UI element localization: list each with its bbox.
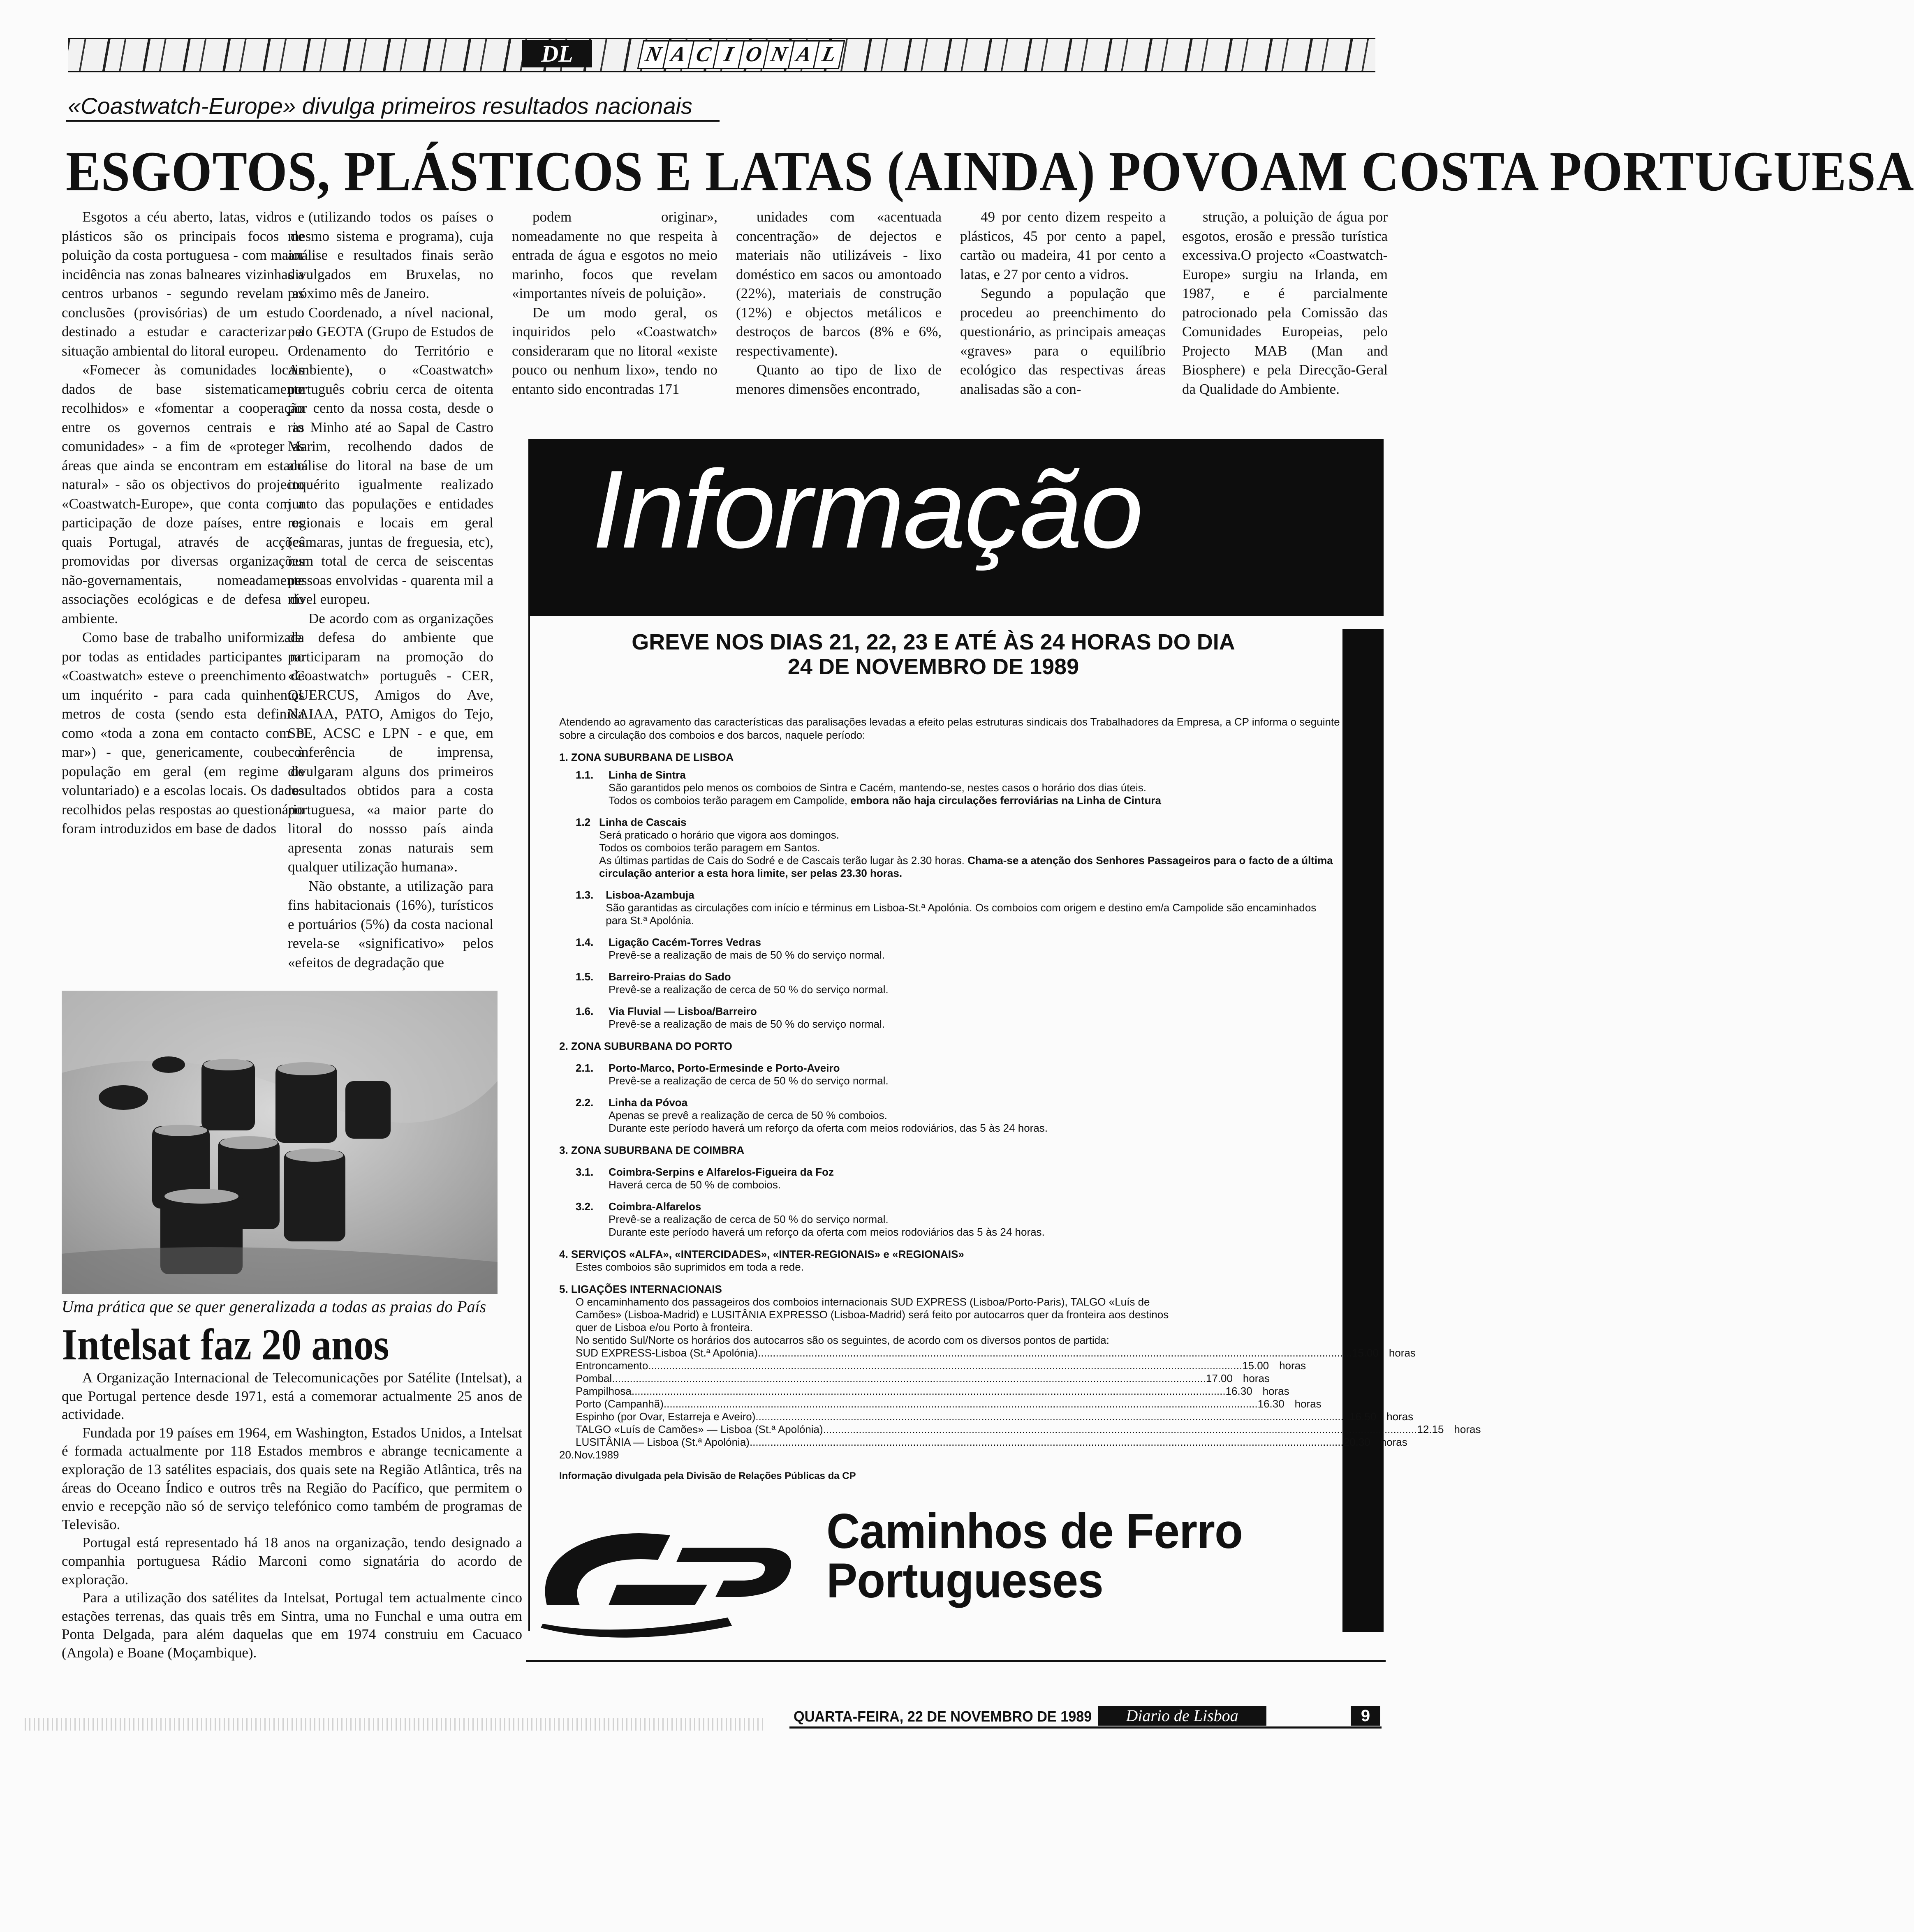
timetable-time: 17.00 <box>1206 1372 1233 1384</box>
timetable-row <box>576 1372 1270 1385</box>
paragraph: Como base de trabalho uniformizada por todas as entidades participantes no «Coastwatch» esteve o preenchimento de um inquérito - para cada quinhentos metros de costa (sendo esta definida como «toda a zona em contacto com o mar») - que, genericamente, coube à população em geral (em regime de voluntariado) e a escolas locais. Os dados recolhidos pelas respostas ao questionário foram introduzidos em base de dados <box>62 629 304 837</box>
timetable-row <box>576 1398 1322 1410</box>
timetable-unit: horas <box>1454 1423 1481 1435</box>
paragraph: Fundada por 19 países em 1964, em Washington, Estados Unidos, a Intelsat é formada actualmente por 118 Estados membros e abrange tecnicamente a exploração de 13 satélites espaciais, dos quais sete na Região Atlântica, três na áreas do Oceano Índico e outros três na Região do Pacífico, que permitem o envio e recepção não só de serviço telefónico como também de programas de Televisão. <box>62 1424 522 1532</box>
item-text: Haverá cerca de 50 % de comboios. <box>609 1179 781 1191</box>
item-title: Coimbra-Alfarelos <box>609 1200 701 1213</box>
section-label <box>641 40 842 69</box>
timetable-unit: horas <box>1243 1372 1270 1384</box>
article-column-6 <box>1182 208 1388 399</box>
print-bleed-noise <box>25 1718 765 1731</box>
service-item <box>576 889 1340 927</box>
zone-heading: 1. ZONA SUBURBANA DE LISBOA <box>559 751 734 763</box>
item-number: 1.5. <box>576 971 594 983</box>
paragraph: Coordenado, a nível nacional, pelo GEOTA (Grupo de Estudos de Ordenamento do Território e Ambiente), o «Coastwatch» português cobriu cerca de oitenta por cento da nossa costa, desde o rio Minho até ao Sapal de Castro Marim, recolhendo dados de análise do litoral na base de um inquérito igualmente realizado junto das populações e entidades regionais e locais em geral (câmaras, juntas de freguesia, etc), num total de cerca de seiscentas pessoas envolvidas - quarenta mil a nível europeu. <box>288 304 493 607</box>
leader-dots: ........................................................................................................................................................................................................ <box>755 1410 1350 1423</box>
paragraph: unidades com «acentuada concentração» de dejectos e materiais não utilizáveis - lixo doméstico em sacos ou amontoado (22%), materiais de construção (12%) e objectos metálicos e destroços de barcos (8% e 6%, respectivamente). <box>736 209 942 359</box>
service-item <box>576 1062 1340 1087</box>
item-text: Prevê-se a realização de cerca de 50 % do serviço normal. <box>609 1075 889 1087</box>
item-number: 1.3. <box>576 889 594 901</box>
zone-heading: 4. SERVIÇOS «ALFA», «INTERCIDADES», «INTER-REGIONAIS» e «REGIONAIS» <box>559 1248 964 1260</box>
timetable-time: 12.15 <box>1417 1423 1444 1435</box>
section-letter: A <box>788 40 820 69</box>
item-text: As últimas partidas de Cais do Sodré e de Cascais terão lugar às 2.30 horas. Chama-se a atenção dos Senhores Passageiros para o facto de a última circulação anterior a esta hora limite, ser pelas 23.30 horas. <box>599 854 1333 879</box>
dl-logo: DL <box>522 40 592 67</box>
paragraph: «Fomecer às comunidades locais dados de base sistematicamente recolhidos» e «fomentar a cooperação entre os governos centrais e as comunidades» - a fim de «proteger as áreas que ainda se encontram em estado natural» - são os objectivos do projecto «Coastwatch-Europe», que conta com a participação de doze países, entre os quais Portugal, através de acções promovidas por diversas organizações não-governamentais, nomeadamente associações ecológicas e de defesa do ambiente. <box>62 362 304 626</box>
timetable-place: SUD EXPRESS-Lisboa (St.ª Apolónia) <box>576 1347 758 1359</box>
section-letter: C <box>687 40 720 69</box>
item-title: Linha de Sintra <box>609 769 686 781</box>
ad-heading <box>543 630 1324 679</box>
zone-heading: 3. ZONA SUBURBANA DE COIMBRA <box>559 1144 745 1156</box>
timetable-time: 15.00 <box>1352 1347 1379 1359</box>
kicker-underline <box>66 120 720 122</box>
company-name <box>826 1504 1243 1608</box>
paragraph: Quanto ao tipo de lixo de menores dimensões encontrado, <box>736 362 942 397</box>
item-number: 3.1. <box>576 1166 594 1178</box>
notice-date: 20.Nov.1989 <box>559 1449 619 1461</box>
leader-dots: ........................................................................................................................................................................................................ <box>663 1398 1258 1410</box>
timetable-place: Pampilhosa <box>576 1385 632 1397</box>
timetable-row <box>576 1423 1481 1436</box>
service-item <box>576 1096 1340 1135</box>
article-headline: ESGOTOS, PLÁSTICOS E LATAS (AINDA) POVOAM COSTA PORTUGUESA <box>66 140 1914 203</box>
item-text: São garantidos pelo menos os comboios de Sintra e Cacém, mantendo-se, nestes casos o horário dos dias úteis. <box>609 781 1146 794</box>
ad-side-bar <box>1342 629 1384 1632</box>
item-text: Será praticado o horário que vigora aos domingos. <box>599 829 839 841</box>
timetable-place: TALGO «Luís de Camões» — Lisboa (St.ª Apolónia) <box>576 1423 823 1435</box>
article-column-1 <box>62 208 304 839</box>
item-number: 1.4. <box>576 936 594 948</box>
company-name-line: Portugueses <box>826 1553 1103 1608</box>
paragraph: podem originar», nomeadamente no que respeita à entrada de água e esgotos no meio marinho, focos que revelam «importantes níveis de poluição». <box>512 209 717 301</box>
item-text: Todos os comboios terão paragem em Santos. <box>599 841 820 854</box>
ad-intro: Atendendo ao agravamento das características das paralisações levadas a efeito pelas estruturas sindicais dos Trabalhadores da Empresa, a CP informa o seguinte sobre a circulação dos comboios e dos barcos, naquele período: <box>559 716 1340 741</box>
bus-timetable <box>576 1347 1481 1449</box>
paragraph: Não obstante, a utilização para fins habitacionais (16%), turísticos e portuários (5%) da costa nacional revela-se «significativo» pelos «efeitos de degradação que <box>288 878 493 971</box>
item-title: Porto-Marco, Porto-Ermesinde e Porto-Aveiro <box>609 1062 840 1074</box>
ad-body <box>559 715 1481 1483</box>
timetable-row <box>576 1359 1306 1372</box>
page-number: 9 <box>1351 1706 1380 1726</box>
article-column-2 <box>288 208 493 972</box>
timetable-place: Entroncamento <box>576 1359 648 1372</box>
timetable-unit: horas <box>1279 1359 1306 1372</box>
timetable-unit: horas <box>1262 1385 1289 1397</box>
section-letter: O <box>738 40 770 69</box>
paragraph: strução, a poluição de água por esgotos, erosão e pressão turística excessiva.O projecto «Coastwatch-Europe» surgiu na Irlanda, em 1987, e é parcialmente patrocionado pela Comissão das Comunidades Europeias, pelo Projecto MAB (Man and Biosphere) e pela Direcção-Geral da Qualidade do Ambiente. <box>1182 209 1388 397</box>
photo-caption: Uma prática que se quer generalizada a todas as praias do País <box>62 1297 486 1316</box>
section-letter: I <box>713 40 745 69</box>
paragraph: Segundo a população que procedeu ao preenchimento do questionário, as principais ameaças «graves» para o equilíbrio ecológico das respectivas áreas analisadas são a con- <box>960 285 1166 397</box>
intelsat-body <box>62 1369 522 1662</box>
ad-heading-line: 24 DE NOVEMBRO DE 1989 <box>787 654 1079 679</box>
paragraph: Portugal está representado há 18 anos na organização, tendo designado a companhia portuguesa Rádio Marconi como signatária do acordo de exploração. <box>62 1535 522 1588</box>
item-text: São garantidas as circulações com início e términus em Lisboa-St.ª Apolónia. Os comboios com origem e destino em/a Campolide são encaminhados para St.ª Apolónia. <box>606 901 1317 927</box>
paragraph: Para a utilização dos satélites da Intelsat, Portugal tem actualmente cinco estações terrenas, das quais três em Sintra, uma no Funchal e uma outra em Ponta Delgada, para além daquelas que em 1974 construiu em Cacuaco (Angola) e Boane (Moçambique). <box>62 1590 522 1661</box>
timetable-row <box>576 1385 1289 1398</box>
timetable-time: 16.50 <box>1349 1410 1377 1423</box>
item-text: No sentido Sul/Norte os horários dos autocarros são os seguintes, de acordo com os diversos pontos de partida: <box>576 1334 1109 1346</box>
article-column-3 <box>512 208 717 399</box>
item-text: Apenas se prevê a realização de cerca de 50 % comboios. <box>609 1109 887 1121</box>
paragraph: De acordo com as organizações de defesa do ambiente que participaram na promoção do «Coastwatch» português - CER, QUERCUS, Amigos do Ave, NAIAA, PATO, Amigos do Tejo, SPE, ACSC e LPN - e que, em conferência de imprensa, divulgaram alguns dos primeiros resultados obtidos para a costa portuguesa, «a maior parte do litoral do nossso país ainda apresenta zonas naturais sem qualquer utilização humana». <box>288 610 493 875</box>
item-title: Barreiro-Praias do Sado <box>609 971 731 983</box>
leader-dots: ........................................................................................................................................................................................................ <box>823 1423 1417 1435</box>
zone-heading: 2. ZONA SUBURBANA DO PORTO <box>559 1040 732 1052</box>
service-item <box>576 936 1340 961</box>
timetable-unit: horas <box>1386 1410 1414 1423</box>
leader-dots: ........................................................................................................................................................................................................ <box>749 1436 1344 1448</box>
timetable-row <box>576 1436 1407 1449</box>
intelsat-headline: Intelsat faz 20 anos <box>62 1320 389 1369</box>
item-number: 1.2 <box>576 816 591 828</box>
item-text: Estes comboios são suprimidos em toda a rede. <box>576 1261 804 1273</box>
item-text: Prevê-se a realização de mais de 50 % do serviço normal. <box>609 949 885 961</box>
item-title: Ligação Cacém-Torres Vedras <box>609 936 761 948</box>
company-name-line: Caminhos de Ferro <box>826 1504 1243 1559</box>
timetable-unit: horas <box>1294 1398 1322 1410</box>
item-text: O encaminhamento dos passageiros dos comboios internacionais SUD EXPRESS (Lisboa/Porto-Paris), TALGO «Luís de Camões» (Lisboa-Madrid) e LUSITÂNIA EXPRESSO (Lisboa-Madrid) será feito por autocarros quer da fronteira aos destinos quer de Lisboa e/ou Porto à fronteira. <box>576 1296 1169 1333</box>
footer-underline <box>789 1726 1382 1729</box>
ad-banner-title: Informação <box>592 448 1142 571</box>
item-title: Linha de Cascais <box>599 816 687 828</box>
item-number: 1.6. <box>576 1005 594 1017</box>
section-letter: N <box>637 40 670 69</box>
timetable-row <box>576 1347 1416 1359</box>
service-item <box>576 1005 1340 1031</box>
footer-date: QUARTA-FEIRA, 22 DE NOVEMBRO DE 1989 <box>794 1708 1092 1725</box>
service-item <box>576 1200 1340 1239</box>
timetable-row <box>576 1410 1414 1423</box>
paragraph: (utilizando todos os países o mesmo sistema e programa), cuja análise e resultados finais serão divulgados em Bruxelas, no próximo mês de Janeiro. <box>288 209 493 301</box>
paragraph: 49 por cento dizem respeito a plásticos, 45 por cento a papel, cartão ou madeira, 41 por cento a latas, e 27 por cento a vidros. <box>960 209 1166 282</box>
article-column-5 <box>960 208 1166 399</box>
leader-dots: ........................................................................................................................................................................................................ <box>612 1372 1206 1384</box>
article-kicker: «Coastwatch-Europe» divulga primeiros resultados nacionais <box>68 93 693 119</box>
item-text: Durante este período haverá um reforço da oferta com meios rodoviários, das 5 às 24 horas. <box>609 1122 1048 1134</box>
item-title: Linha da Póvoa <box>609 1096 688 1109</box>
ad-credit: Informação divulgada pela Divisão de Relações Públicas da CP <box>559 1470 856 1481</box>
ad-left-border <box>528 616 530 1631</box>
service-item <box>576 971 1340 996</box>
service-item <box>576 816 1340 880</box>
paragraph: A Organização Internacional de Telecomunicações por Satélite (Intelsat), a que Portugal pertence desde 1971, está a comemorar actualmente 25 anos de actividade. <box>62 1370 522 1423</box>
item-text: Prevê-se a realização de cerca de 50 % do serviço normal. <box>609 1213 889 1225</box>
item-text: Todos os comboios terão paragem em Campolide, embora não haja circulações ferroviárias na Linha de Cintura <box>609 794 1161 807</box>
item-title: Via Fluvial — Lisboa/Barreiro <box>609 1005 757 1017</box>
timetable-time: 16.30 <box>1257 1398 1284 1410</box>
item-number: 3.2. <box>576 1200 594 1213</box>
item-text: Prevê-se a realização de mais de 50 % do serviço normal. <box>609 1018 885 1030</box>
leader-dots: ........................................................................................................................................................................................................ <box>631 1385 1226 1397</box>
timetable-unit: horas <box>1389 1347 1416 1359</box>
footer-rule <box>526 1660 1386 1662</box>
timetable-time: 15.00 <box>1242 1359 1269 1372</box>
section-letter: L <box>813 40 845 69</box>
item-number: 1.1. <box>576 769 594 781</box>
timetable-time: 20.30 <box>1343 1436 1370 1448</box>
service-item <box>576 1166 1340 1191</box>
timetable-place: Pombal <box>576 1372 612 1384</box>
paragraph: De um modo geral, os inquiridos pelo «Coastwatch» consideraram que no litoral «existe pouco ou nenhum lixo», tendo no entanto sido encontradas 171 <box>512 304 717 397</box>
timetable-place: Porto (Campanhã) <box>576 1398 664 1410</box>
timetable-time: 16.30 <box>1225 1385 1252 1397</box>
timetable-place: LUSITÂNIA — Lisboa (St.ª Apolónia) <box>576 1436 750 1448</box>
item-text: Prevê-se a realização de cerca de 50 % do serviço normal. <box>609 983 889 996</box>
section-letter: N <box>763 40 795 69</box>
newspaper-name: Diario de Lisboa <box>1098 1706 1266 1726</box>
cp-logo-icon <box>535 1502 814 1630</box>
article-column-4 <box>736 208 942 399</box>
service-item <box>576 769 1340 807</box>
beach-litter-photo <box>62 991 498 1294</box>
item-title: Lisboa-Azambuja <box>606 889 694 901</box>
item-number: 2.2. <box>576 1096 594 1109</box>
ad-heading-line: GREVE NOS DIAS 21, 22, 23 E ATÉ ÀS 24 HORAS DO DIA <box>632 630 1235 654</box>
section-letter: A <box>662 40 695 69</box>
leader-dots: ........................................................................................................................................................................................................ <box>758 1347 1352 1359</box>
timetable-unit: horas <box>1380 1436 1407 1448</box>
item-number: 2.1. <box>576 1062 594 1074</box>
timetable-place: Espinho (por Ovar, Estarreja e Aveiro) <box>576 1410 756 1423</box>
leader-dots: ........................................................................................................................................................................................................ <box>648 1359 1243 1372</box>
item-title: Coimbra-Serpins e Alfarelos-Figueira da Foz <box>609 1166 834 1178</box>
zone-heading: 5. LIGAÇÕES INTERNACIONAIS <box>559 1283 722 1295</box>
item-text: Durante este período haverá um reforço da oferta com meios rodoviários das 5 às 24 horas. <box>609 1226 1045 1238</box>
paragraph: Esgotos a céu aberto, latas, vidros e plásticos são os principais focos de poluição da costa portuguesa - com maior incidência nas zonas balneares vizinhas a centros urbanos - segundo revelam as conclusões (provisórias) de um estudo destinado a estudar e caracterizar a situação ambiental do litoral europeu. <box>62 209 304 359</box>
